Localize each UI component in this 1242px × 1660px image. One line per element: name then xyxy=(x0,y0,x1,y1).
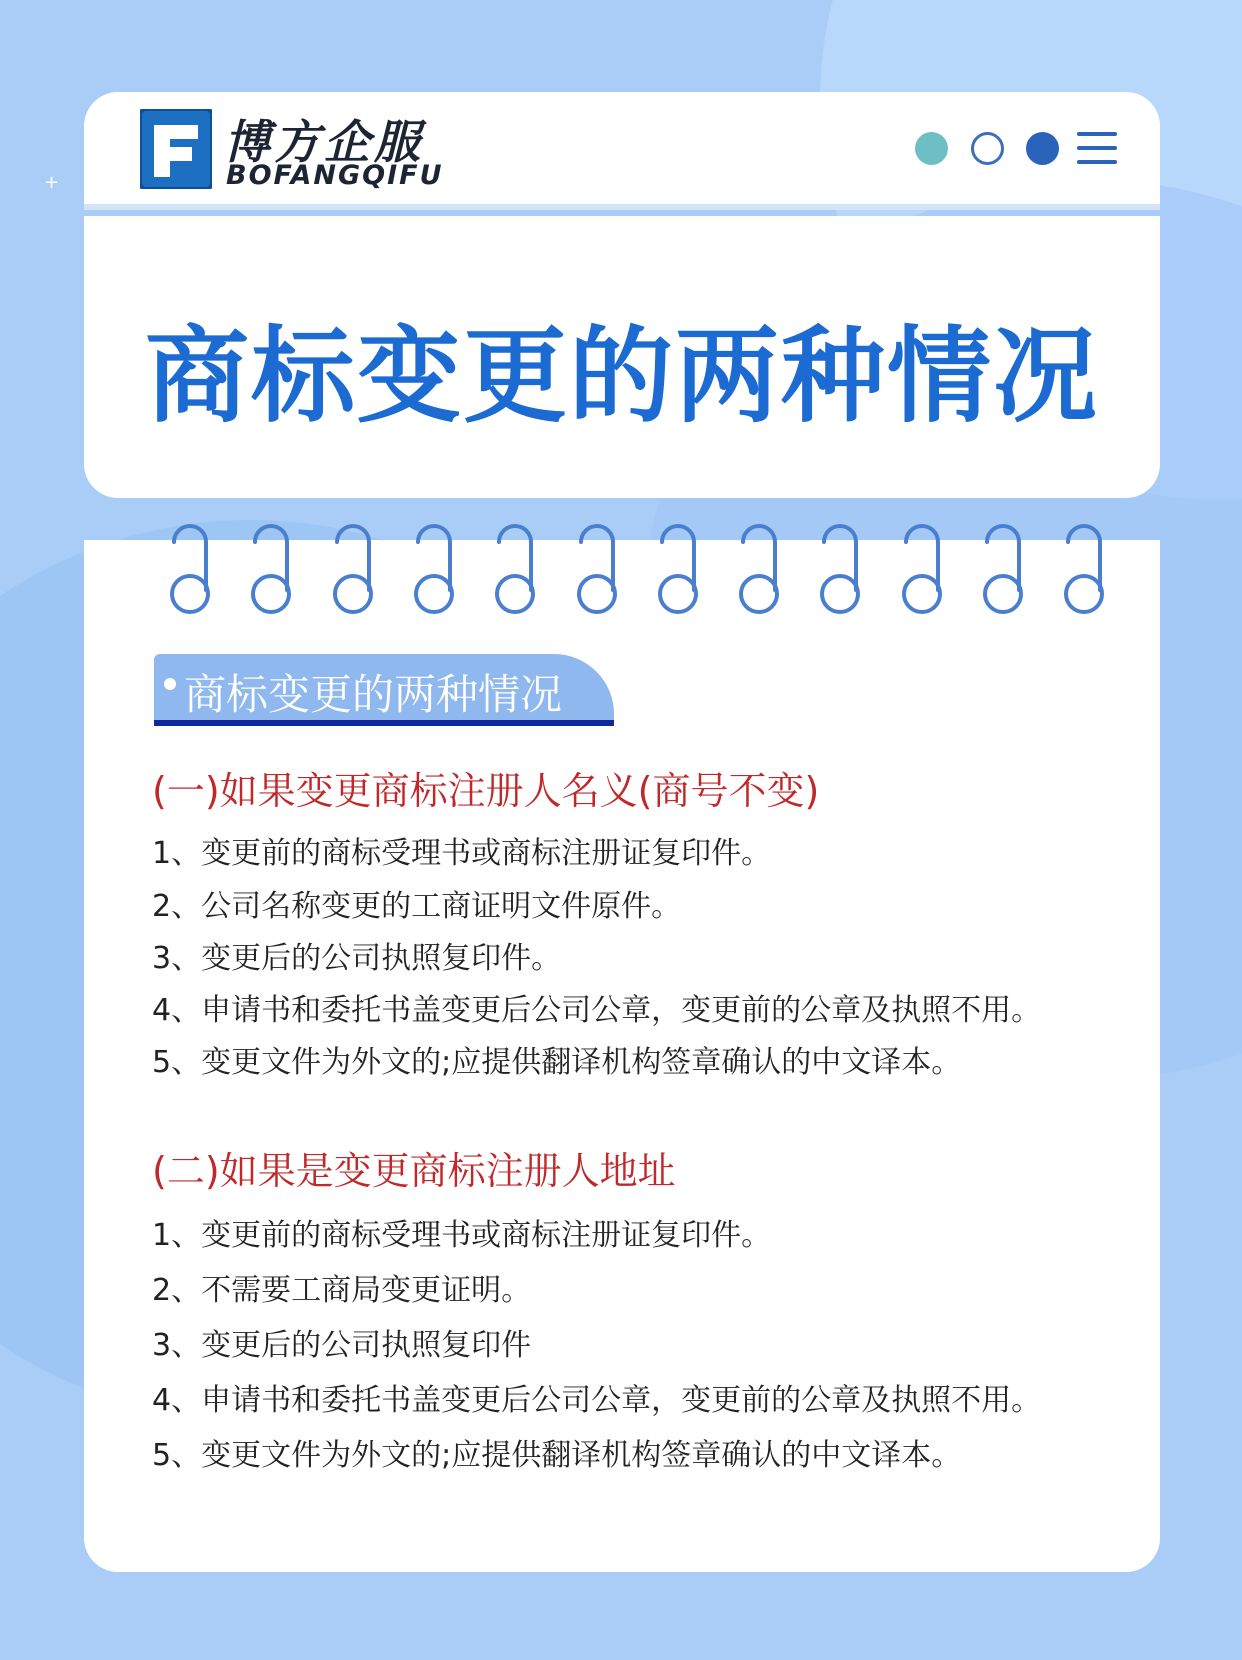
brand-logo-icon xyxy=(140,109,212,189)
title-card xyxy=(84,216,1160,498)
brand-name: 博方企服 xyxy=(224,115,424,169)
binder-ring-icon xyxy=(493,520,537,620)
binder-ring-icon xyxy=(900,520,944,620)
list-item: 4、申请书和委托书盖变更后公司公章，变更前的公章及执照不用。 xyxy=(152,993,1042,1028)
binder-ring-icon xyxy=(818,520,862,620)
list-item: 5、变更文件为外文的;应提供翻译机构签章确认的中文译本。 xyxy=(152,1045,962,1080)
binder-ring-icon xyxy=(1062,520,1106,620)
decor-dot-blue-icon xyxy=(1026,132,1059,165)
section-heading: (一)如果变更商标注册人名义(商号不变) xyxy=(152,769,820,813)
list-item: 5、变更文件为外文的;应提供翻译机构签章确认的中文译本。 xyxy=(152,1438,962,1473)
list-item: 2、不需要工商局变更证明。 xyxy=(152,1273,532,1308)
decor-dot-outline-icon xyxy=(971,132,1004,165)
decor-dot-teal-icon xyxy=(915,132,948,165)
section-tab-label: 商标变更的两种情况 xyxy=(184,670,563,719)
section-tab xyxy=(154,654,614,726)
list-item: 4、申请书和委托书盖变更后公司公章，变更前的公章及执照不用。 xyxy=(152,1383,1042,1418)
binder-ring-icon xyxy=(249,520,293,620)
brand-name-en: BOFANGQIFU xyxy=(226,160,444,191)
binder-ring-icon xyxy=(981,520,1025,620)
list-item: 3、变更后的公司执照复印件 xyxy=(152,1328,532,1363)
section-heading: (二)如果是变更商标注册人地址 xyxy=(152,1149,676,1193)
binder-ring-icon xyxy=(412,520,456,620)
binder-ring-icon xyxy=(737,520,781,620)
binder-ring-icon xyxy=(656,520,700,620)
list-item: 1、变更前的商标受理书或商标注册证复印件。 xyxy=(152,1218,772,1253)
bullet-icon xyxy=(164,678,176,690)
list-item: 2、公司名称变更的工商证明文件原件。 xyxy=(152,889,682,924)
list-item: 3、变更后的公司执照复印件。 xyxy=(152,941,562,976)
binder-ring-icon xyxy=(168,520,212,620)
list-item: 1、变更前的商标受理书或商标注册证复印件。 xyxy=(152,836,772,871)
menu-icon xyxy=(1077,132,1117,164)
page-title: 商标变更的两种情况 xyxy=(144,315,1099,437)
binder-ring-icon xyxy=(575,520,619,620)
header-bar xyxy=(84,92,1160,210)
binder-ring-icon xyxy=(331,520,375,620)
sparkle-icon: + xyxy=(44,172,60,193)
